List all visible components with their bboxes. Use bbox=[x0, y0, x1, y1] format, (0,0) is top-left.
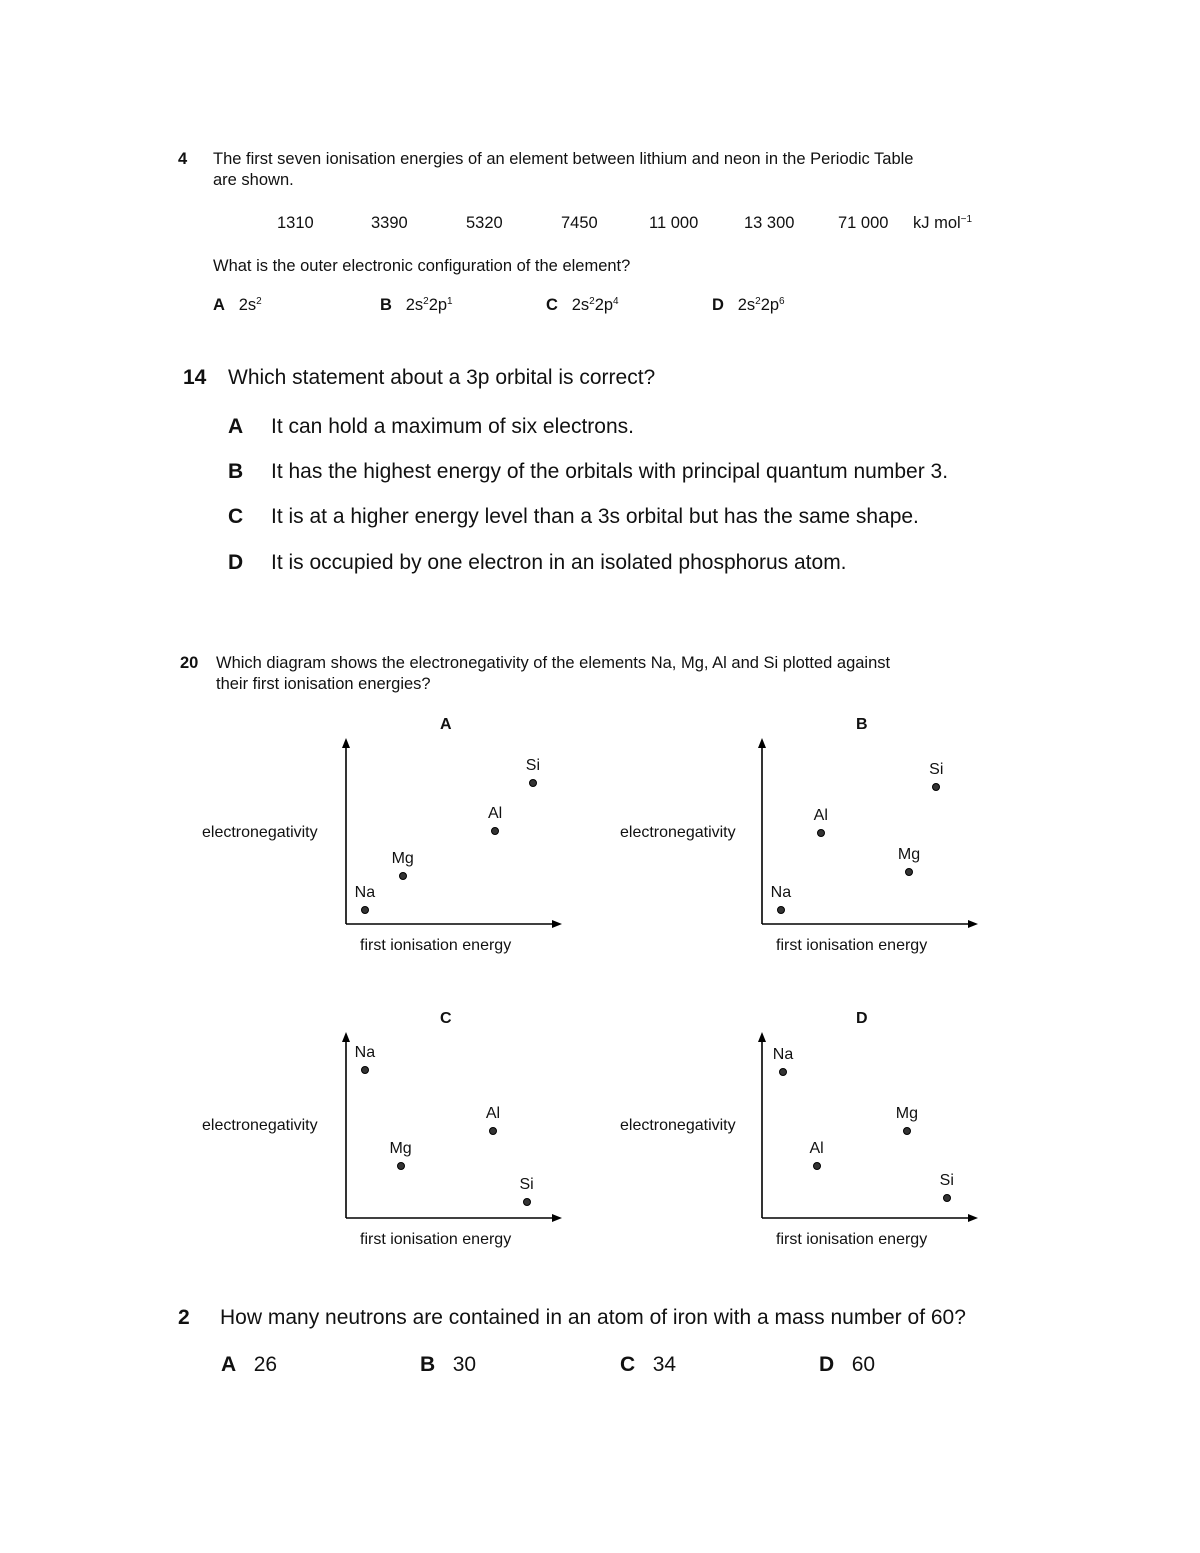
diagram-a-y-arrow bbox=[342, 738, 350, 748]
diagram-a-label-si: Si bbox=[525, 757, 540, 775]
diagram-a-x-arrow bbox=[552, 920, 562, 928]
diagram-c-ylabel: electronegativity bbox=[202, 1117, 318, 1134]
q14-stem: Which statement about a 3p orbital is correct? bbox=[228, 366, 656, 389]
diagram-c-x-arrow bbox=[552, 1214, 562, 1222]
diagram-c-label-mg: Mg bbox=[389, 1140, 412, 1158]
diagram-b[interactable] bbox=[616, 710, 996, 970]
diagram-c-y-arrow bbox=[342, 1032, 350, 1042]
q4-unit: kJ mol$^{-1}$ bbox=[913, 214, 973, 232]
q4-option-d[interactable]: D $2s^22p^6$ bbox=[712, 296, 785, 314]
diagram-b-x-arrow bbox=[968, 920, 978, 928]
diagram-b-ylabel: electronegativity bbox=[620, 824, 736, 841]
diagram-c-label-si: Si bbox=[519, 1175, 534, 1193]
q2-option-c[interactable]: C 34 bbox=[620, 1353, 677, 1376]
q20-stem-line1: Which diagram shows the electronegativity of the elements Na, Mg, Al and Si plotted against bbox=[216, 654, 891, 672]
q14-option-d-text[interactable]: It is occupied by one electron in an isolated phosphorus atom. bbox=[271, 551, 847, 574]
q2-number: 2 bbox=[178, 1306, 190, 1329]
diagram-d-point-al bbox=[813, 1162, 821, 1170]
q14-option-a-text[interactable]: It can hold a maximum of six electrons. bbox=[271, 415, 634, 438]
q4-stem-line1: The first seven ionisation energies of an element between lithium and neon in the Periodic Table bbox=[213, 150, 914, 168]
q4-energy-7: 71 000 bbox=[838, 214, 889, 232]
q2-option-b[interactable]: B 30 bbox=[420, 1353, 477, 1376]
diagram-b-label-mg: Mg bbox=[897, 846, 921, 864]
diagram-c-axes bbox=[200, 1004, 580, 1264]
diagram-a-label-mg: Mg bbox=[391, 849, 414, 867]
diagram-a-axes bbox=[200, 710, 580, 970]
q4-option-c[interactable]: C $2s^22p^4$ bbox=[546, 296, 619, 314]
diagram-a-point-na bbox=[361, 906, 369, 914]
q14-option-c-letter[interactable]: C bbox=[228, 505, 244, 528]
q14-option-b-text[interactable]: It has the highest energy of the orbitals with principal quantum number 3. bbox=[271, 460, 949, 483]
diagram-d-y-arrow bbox=[758, 1032, 766, 1042]
diagram-c[interactable] bbox=[200, 1004, 580, 1264]
diagram-b-y-arrow bbox=[758, 738, 766, 748]
diagram-b-title: B bbox=[856, 716, 868, 733]
diagram-d-xlabel: first ionisation energy bbox=[776, 1231, 928, 1248]
diagram-a-label-na: Na bbox=[354, 883, 376, 901]
diagram-c-point-si bbox=[523, 1198, 531, 1206]
diagram-d-title: D bbox=[856, 1010, 868, 1027]
diagram-c-point-al bbox=[489, 1127, 497, 1135]
diagram-c-title: C bbox=[440, 1010, 452, 1027]
q4-option-b[interactable]: B $2s^22p^1$ bbox=[380, 296, 453, 314]
q4-stem-line2: are shown. bbox=[213, 171, 294, 189]
diagram-a-point-mg bbox=[399, 872, 407, 880]
diagram-c-point-mg bbox=[397, 1162, 405, 1170]
diagram-d-axes bbox=[616, 1004, 996, 1264]
diagram-b-axes bbox=[616, 710, 996, 970]
diagram-d-ylabel: electronegativity bbox=[620, 1117, 736, 1134]
q20-number: 20 bbox=[180, 654, 199, 672]
q4-question: What is the outer electronic configuration of the element? bbox=[213, 257, 631, 275]
diagram-a-ylabel: electronegativity bbox=[202, 824, 318, 841]
q14-option-a-letter[interactable]: A bbox=[228, 415, 244, 438]
q14-option-c-text[interactable]: It is at a higher energy level than a 3s orbital but has the same shape. bbox=[271, 505, 919, 528]
q4-number: 4 bbox=[178, 150, 188, 168]
diagram-d-point-na bbox=[779, 1068, 787, 1076]
q4-option-a[interactable]: A $2s^2$ bbox=[213, 296, 262, 314]
q2-stem: How many neutrons are contained in an atom of iron with a mass number of 60? bbox=[220, 1306, 966, 1329]
diagram-b-xlabel: first ionisation energy bbox=[776, 937, 928, 954]
diagram-d-label-si: Si bbox=[939, 1172, 954, 1190]
diagram-b-point-al bbox=[817, 829, 825, 837]
q4-energy-2: 3390 bbox=[371, 214, 408, 232]
diagram-a-title: A bbox=[440, 716, 452, 733]
diagram-d-x-arrow bbox=[968, 1214, 978, 1222]
diagram-d-label-mg: Mg bbox=[895, 1104, 918, 1122]
diagram-c-label-na: Na bbox=[354, 1044, 376, 1062]
diagram-d-label-na: Na bbox=[772, 1046, 794, 1064]
diagram-b-label-si: Si bbox=[929, 760, 944, 778]
q20-stem-line2: their first ionisation energies? bbox=[216, 675, 431, 693]
q14-option-d-letter[interactable]: D bbox=[228, 551, 244, 574]
q4-energy-5: 11 000 bbox=[649, 214, 699, 232]
diagram-d-point-mg bbox=[903, 1127, 911, 1135]
diagram-b-point-na bbox=[777, 906, 785, 914]
diagram-a-xlabel: first ionisation energy bbox=[360, 937, 512, 954]
q4-energy-4: 7450 bbox=[561, 214, 598, 232]
q14-option-b-letter[interactable]: B bbox=[228, 460, 244, 483]
diagram-b-label-al: Al bbox=[813, 807, 828, 825]
q4-energy-3: 5320 bbox=[466, 214, 503, 232]
diagram-a[interactable] bbox=[200, 710, 580, 970]
diagram-a-label-al: Al bbox=[487, 805, 503, 823]
q14-number: 14 bbox=[183, 366, 207, 389]
diagram-c-xlabel: first ionisation energy bbox=[360, 1231, 512, 1248]
q4-energy-6: 13 300 bbox=[744, 214, 795, 232]
diagram-d[interactable] bbox=[616, 1004, 996, 1264]
diagram-c-label-al: Al bbox=[485, 1104, 501, 1122]
q2-option-d[interactable]: D 60 bbox=[819, 1353, 876, 1376]
diagram-b-label-na: Na bbox=[770, 883, 792, 901]
q4-energy-1: 1310 bbox=[277, 214, 314, 232]
diagram-d-label-al: Al bbox=[809, 1140, 824, 1158]
q2-option-a[interactable]: A 26 bbox=[221, 1353, 278, 1376]
